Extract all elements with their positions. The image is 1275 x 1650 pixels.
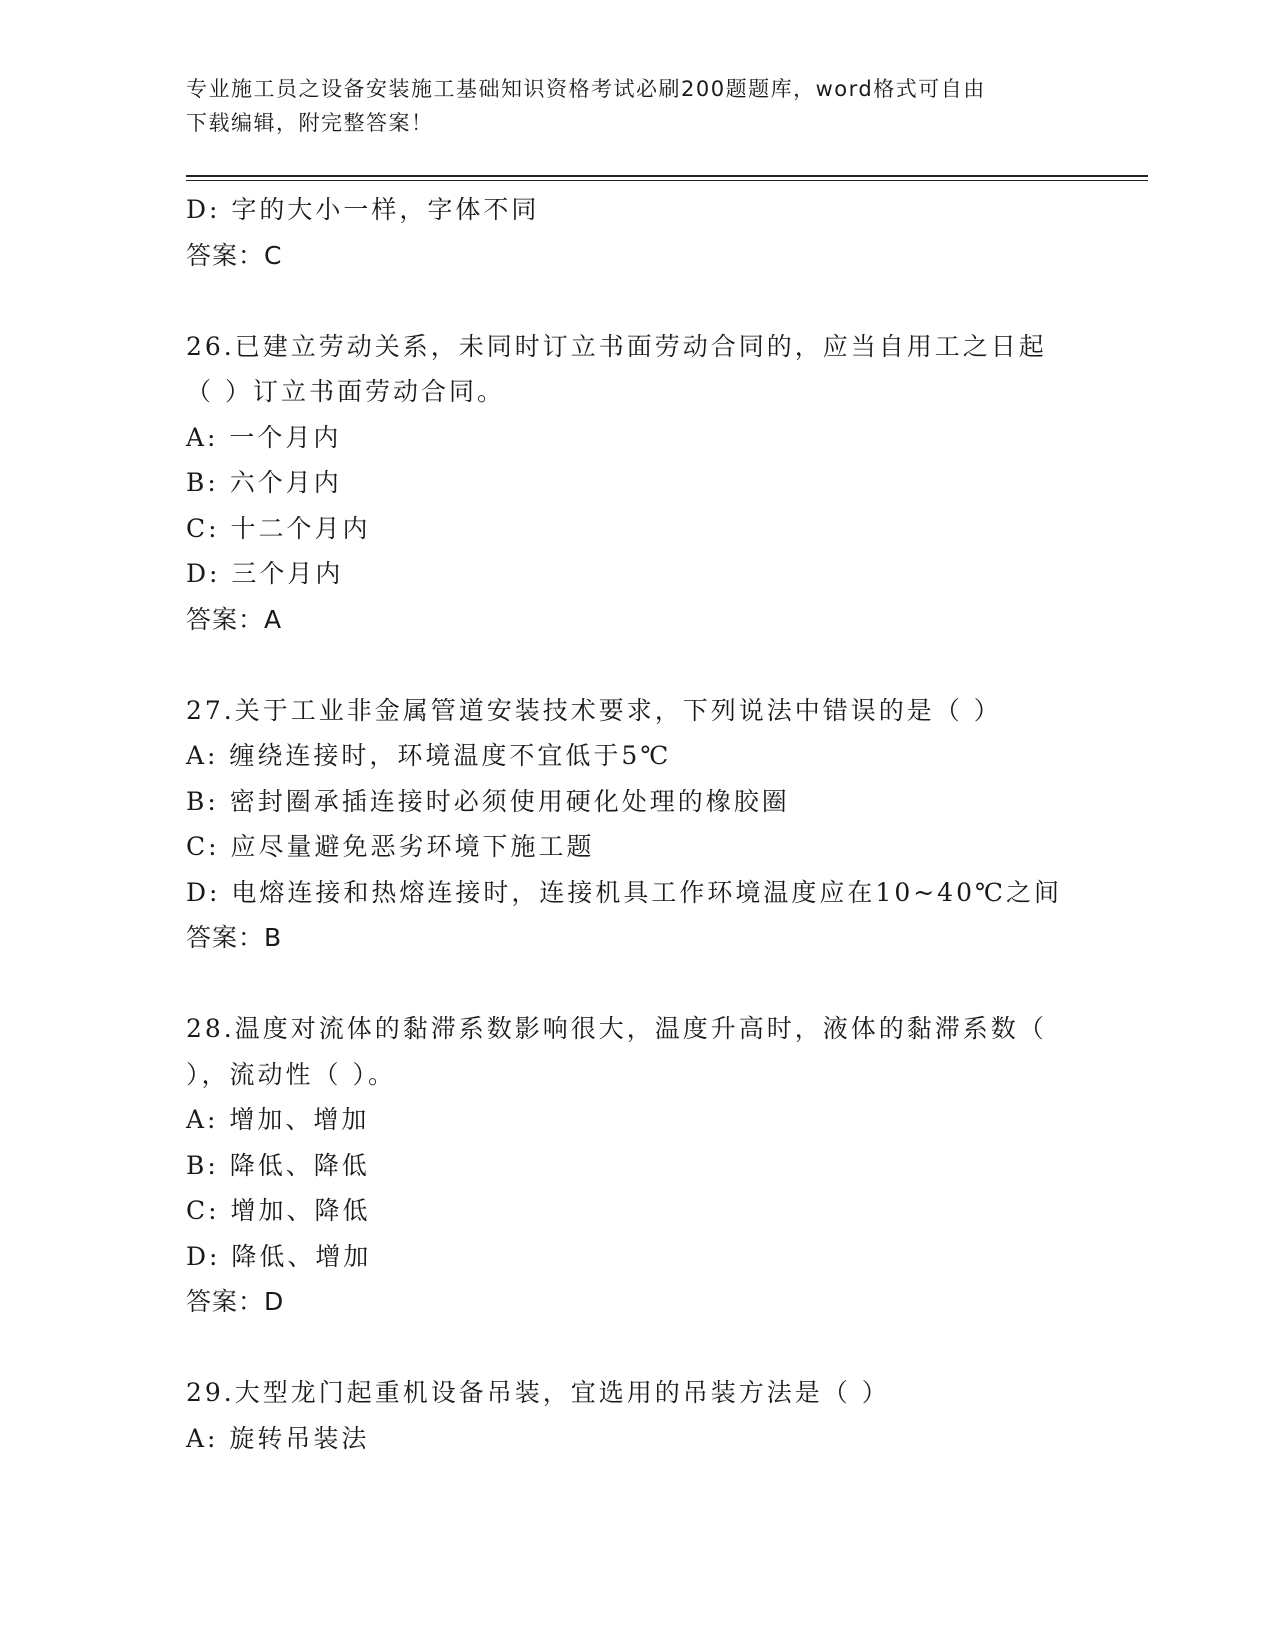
question-28-option-b: B: 降低、降低 bbox=[186, 1150, 370, 1180]
question-26-option-d: D: 三个月内 bbox=[186, 559, 344, 588]
question-27-answer: 答案：B bbox=[186, 923, 283, 952]
answer: 答案：C bbox=[186, 240, 283, 270]
option-d: D: 字的大小一样，字体不同 bbox=[186, 195, 540, 224]
question-28-option-d: D: 降低、增加 bbox=[186, 1241, 372, 1271]
question-28-option-c: C: 增加、降低 bbox=[186, 1196, 371, 1225]
question-28-option-a: A: 增加、增加 bbox=[186, 1105, 370, 1134]
header-divider bbox=[186, 175, 1148, 181]
question-26-option-b: B: 六个月内 bbox=[186, 468, 342, 497]
question-26-option-a: A: 一个月内 bbox=[186, 422, 342, 452]
spacer bbox=[186, 642, 1086, 688]
question-26-option-c: C: 十二个月内 bbox=[186, 513, 371, 543]
header-title-line1: 专业施工员之设备安装施工基础知识资格考试必刷200题题库，word格式可自由 bbox=[186, 77, 986, 101]
question-29-stem-line1: 29.大型龙门起重机设备吊装，宜选用的吊装方法是（ ） bbox=[186, 1378, 890, 1407]
question-27-stem-line1: 27.关于工业非金属管道安装技术要求，下列说法中错误的是（ ） bbox=[186, 695, 1002, 725]
spacer bbox=[186, 961, 1086, 1007]
question-27-option-d: D: 电熔连接和热熔连接时，连接机具工作环境温度应在10~40℃之间 bbox=[186, 877, 1062, 907]
spacer bbox=[186, 278, 1086, 324]
question-27-option-b: B: 密封圈承插连接时必须使用硬化处理的橡胶圈 bbox=[186, 786, 790, 816]
question-28-stem-line2: ），流动性（ ）。 bbox=[186, 1059, 396, 1089]
document-body bbox=[186, 187, 1086, 1461]
question-26-answer: 答案：A bbox=[186, 604, 283, 634]
spacer bbox=[186, 1325, 1086, 1371]
question-28-stem-line1: 28.温度对流体的黏滞系数影响很大，温度升高时，液体的黏滞系数（ bbox=[186, 1014, 1047, 1043]
header-title-line2: 下载编辑，附完整答案！ bbox=[186, 111, 434, 135]
page-header bbox=[186, 72, 1086, 140]
question-26-stem-line2: （ ）订立书面劳动合同。 bbox=[186, 377, 505, 406]
question-28-answer: 答案：D bbox=[186, 1287, 285, 1316]
question-27-option-a: A: 缠绕连接时，环境温度不宜低于5℃ bbox=[186, 741, 672, 770]
question-29-option-a: A: 旋转吊装法 bbox=[186, 1423, 370, 1453]
question-26-stem-line1: 26.已建立劳动关系，未同时订立书面劳动合同的，应当自用工之日起 bbox=[186, 331, 1047, 361]
question-27-option-c: C: 应尽量避免恶劣环境下施工题 bbox=[186, 832, 595, 861]
